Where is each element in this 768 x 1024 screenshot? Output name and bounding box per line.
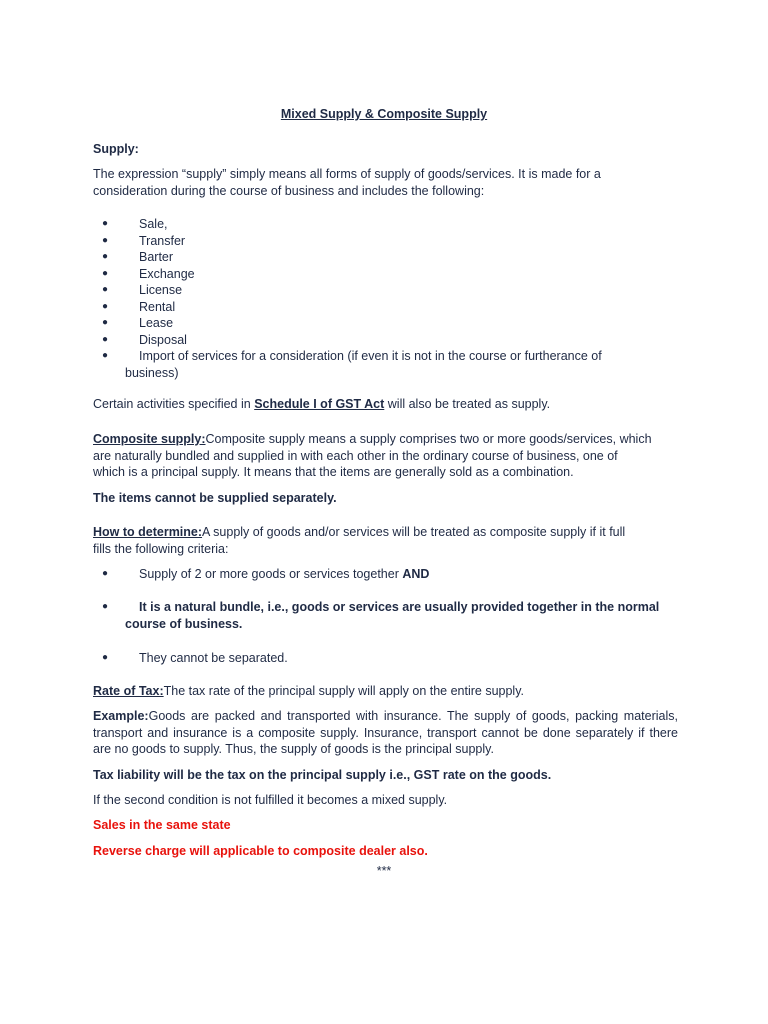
list-item: ● License (102, 283, 183, 297)
bullet-icon: ● (102, 333, 109, 345)
schedule-paragraph: Certain activities specified in Schedule I of GST Act will also be treated as supply. (93, 397, 551, 411)
bullet-icon: ● (102, 652, 109, 663)
composite-paragraph: Composite supply:Composite supply means a supply comprises two or more goods/services, which are naturally bundled and supplied in with each other in the ordinary course of business, one of which is a principal supply. It means that the items are generally sold as a combination. (93, 432, 652, 479)
red-note-reverse-charge: Reverse charge will applicable to composite dealer also. (93, 844, 428, 858)
bullet-icon: ● (102, 601, 109, 612)
determine-paragraph: How to determine:A supply of goods and/or services will be treated as composite supply if it full fills the following criteria: (93, 525, 626, 556)
page-title: Mixed Supply & Composite Supply (280, 107, 488, 121)
list-item: ● Lease (102, 316, 174, 330)
list-item: ● They cannot be separated. (102, 651, 288, 665)
bullet-icon: ● (102, 317, 109, 328)
end-marker: *** (376, 864, 392, 878)
supply-intro (93, 166, 678, 199)
supply-heading: Supply: (93, 142, 139, 156)
list-item: ● Disposal (102, 332, 187, 347)
supply-forms-list (93, 216, 678, 381)
how-to-determine-label: How to determine: (93, 525, 203, 539)
example-label: Example: (93, 709, 149, 723)
rate-of-tax-paragraph: Rate of Tax:The tax rate of the principal supply will apply on the entire supply. (93, 684, 525, 698)
bullet-icon: ● (102, 267, 109, 279)
cannot-separate-note: The items cannot be supplied separately. (93, 491, 337, 505)
bullet-icon: ● (102, 218, 109, 229)
bullet-icon: ● (102, 350, 109, 361)
list-item: ● Barter (102, 250, 174, 264)
example-paragraph: Example:Goods are packed and transported with insurance. The supply of goods, packing materials, transport and insurance is a composite supply. Insurance, transport cannot be done separately if there are no goods to supply. Thus, the supply of goods is the principal supply. (93, 709, 678, 756)
red-note-same-state: Sales in the same state (93, 818, 231, 832)
bullet-icon: ● (102, 234, 109, 246)
supply-intro-line-2: consideration during the course of business and includes the following: (93, 183, 485, 198)
list-item: ● Exchange (102, 266, 195, 281)
schedule-link[interactable]: Schedule I of GST Act (254, 397, 385, 411)
list-item: ● Transfer (102, 233, 186, 248)
mixed-supply-note: If the second condition is not fulfilled it becomes a mixed supply. (93, 793, 448, 807)
bullet-icon: ● (102, 568, 109, 579)
rate-of-tax-label: Rate of Tax: (93, 684, 164, 698)
bullet-icon: ● (102, 284, 109, 295)
composite-supply-label: Composite supply: (93, 432, 206, 446)
supply-intro-line-1: The expression “supply” simply means all forms of supply of goods/services. It is made for a (93, 167, 601, 181)
list-item: ● Import of services for a consideration (if even it is not in the course or furtherance of business) (102, 349, 602, 380)
bullet-icon: ● (102, 251, 109, 262)
list-item: ● Rental (102, 299, 176, 314)
bullet-icon: ● (102, 300, 109, 312)
criteria-list-3 (93, 650, 678, 667)
criteria-list-2 (93, 599, 678, 632)
list-item: ● Sale, (102, 217, 168, 231)
list-item: ● Supply of 2 or more goods or services together AND (102, 567, 430, 581)
criteria-list (93, 566, 678, 583)
list-item: ● It is a natural bundle, i.e., goods or services are usually provided together in the normal course of business. (102, 600, 660, 631)
tax-liability-note: Tax liability will be the tax on the principal supply i.e., GST rate on the goods. (93, 768, 552, 782)
